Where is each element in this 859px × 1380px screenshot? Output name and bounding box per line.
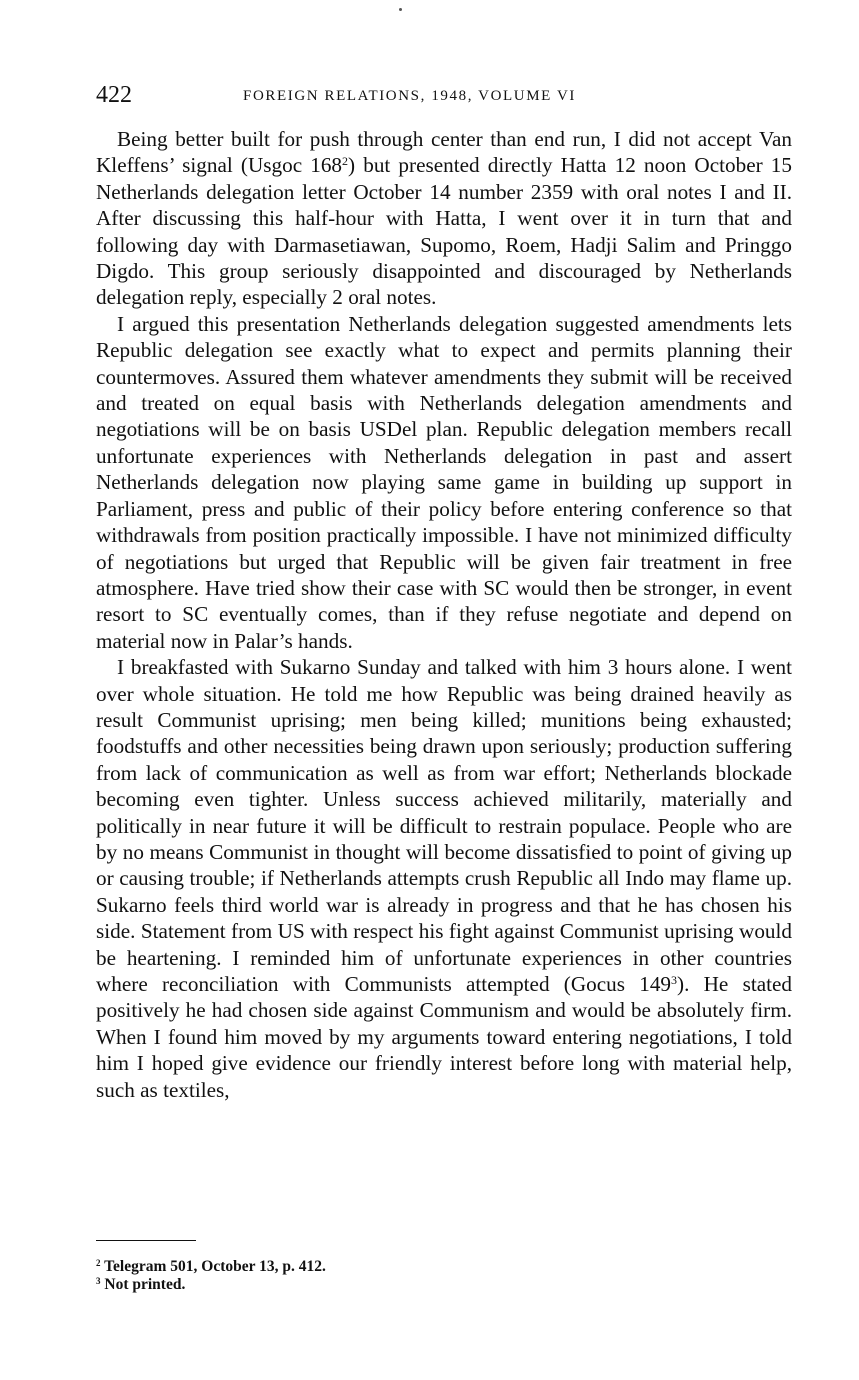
paragraph-1-text-before-note: Being better built for push through center than end run, I did not accept Van Kleffens’ signal (Usgoc 168 bbox=[96, 127, 792, 178]
footnote-2 bbox=[96, 1258, 786, 1276]
page-number: 422 bbox=[96, 82, 132, 108]
footnote-3 bbox=[96, 1276, 786, 1294]
paragraph-3-text-after-note: ). He stated positively he had chosen side against Communism and would be absolutely firm. When I found him moved by my arguments toward entering negotiations, I told him I hoped give evidence our friendly interest before long with material help, such as textiles, bbox=[96, 972, 792, 1102]
paragraph-1 bbox=[96, 126, 792, 311]
paragraph-1-text-after-note: ) but presented directly Hatta 12 noon October 15 Netherlands delegation letter October 14 number 2359 with oral notes I and II. After discussing this half-hour with Hatta, I went over it in turn that and following day with Darmasetiawan, Supomo, Roem, Hadji Salim and Pringgo Digdo. This group seriously disappointed and discouraged by Netherlands delegation reply, especially 2 oral notes. bbox=[96, 153, 792, 310]
body-text bbox=[96, 126, 792, 1103]
paragraph-3 bbox=[96, 654, 792, 1103]
footnote-reference-2: 2 bbox=[342, 154, 349, 169]
scan-mark bbox=[399, 8, 402, 11]
footnote-reference-3: 3 bbox=[671, 973, 678, 987]
footnote-text-2: Telegram 501, October 13, p. 412. bbox=[104, 1258, 326, 1275]
footnote-mark-3: 3 bbox=[96, 1276, 101, 1286]
footnote-mark-2: 2 bbox=[96, 1258, 101, 1268]
paragraph-3-text-before-note: I breakfasted with Sukarno Sunday and talked with him 3 hours alone. I went over whole situation. He told me how Republic was being drained heavily as result Communist uprising; men being killed; munitions being exhausted; foodstuffs and other necessities being drawn upon seriously; production suffering from lack of communication as well as from war effort; Netherlands blockade becoming even tighter. Unless success achieved militarily, materially and politically in near future it will be difficult to restrain populace. People who are by no means Communist in thought will become dissatisfied to point of giving up or causing trouble; if Netherlands attempts crush Republic all Indo may flame up. Sukarno feels third world war is already in progress and that he has chosen his side. Statement from US with respect his fight against Communist uprising would be heartening. I reminded him of unfortunate experiences in other countries where reconciliation with Communists attempted (Gocus 149 bbox=[96, 655, 792, 996]
footnote-text-3: Not printed. bbox=[104, 1276, 186, 1293]
footnote-divider bbox=[96, 1240, 196, 1241]
running-title: FOREIGN RELATIONS, 1948, VOLUME VI bbox=[243, 88, 577, 104]
page-header bbox=[96, 80, 796, 110]
paragraph-2: I argued this presentation Netherlands delegation suggested amendments lets Republic delegation see exactly what to expect and permits planning their countermoves. Assured them whatever amendments they submit will be received and treated on equal basis with Netherlands delegation amendments and negotiations will be on basis USDel plan. Republic delegation members recall unfortunate experiences with Netherlands delegation in past and assert Netherlands delegation now playing same game in building up support in Parliament, press and public of their policy before entering conference so that withdrawals from position practically impossible. I have not minimized difficulty of negotiations but urged that Republic will be given fair treatment in free atmosphere. Have tried show their case with SC would then be stronger, in event resort to SC eventually comes, than if they refuse negotiate and depend on material now in Palar’s hands. bbox=[96, 311, 792, 653]
footnotes bbox=[96, 1240, 786, 1294]
